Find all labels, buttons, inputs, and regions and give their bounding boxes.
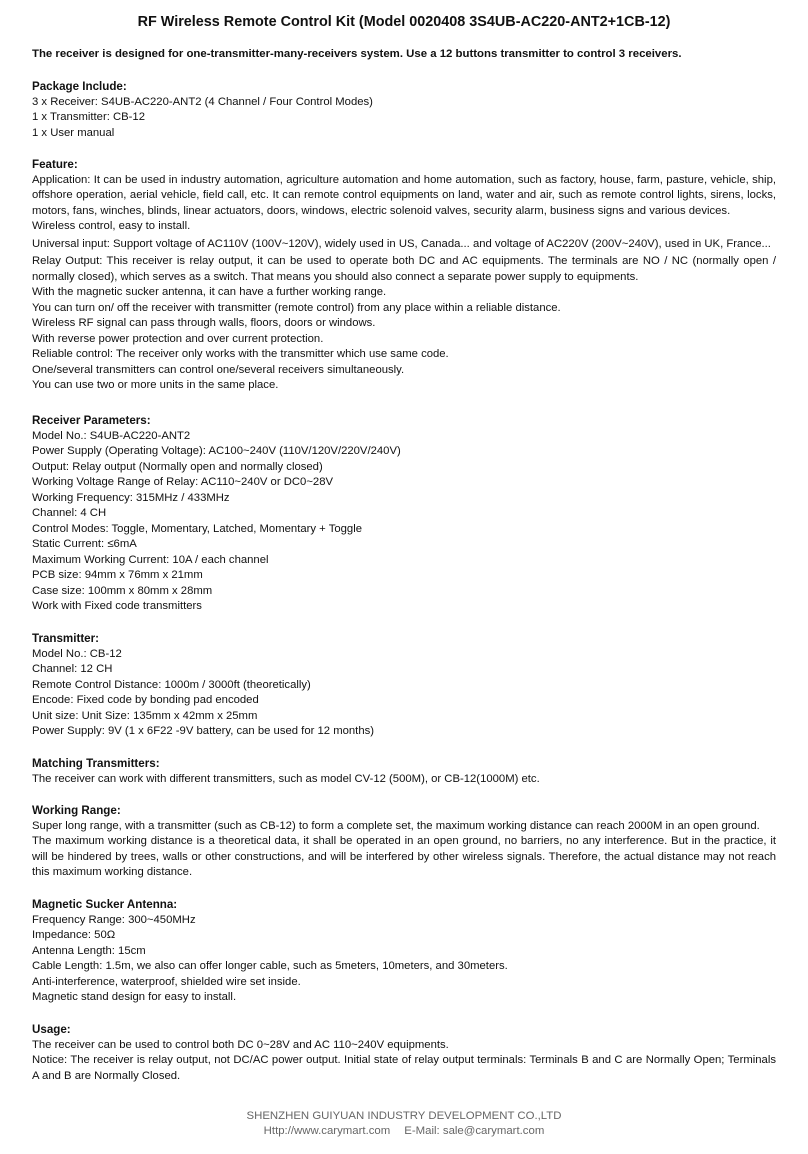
- feature-item: You can use two or more units in the same place.: [32, 379, 279, 391]
- transmitter-param: Power Supply: 9V (1 x 6F22 -9V battery, can be used for 12 months): [32, 725, 375, 737]
- receiver-param: Static Current: ≤6mA: [32, 538, 137, 550]
- usage-text: The receiver can be used to control both DC 0~28V and AC 110~240V equipments.: [32, 1038, 449, 1051]
- antenna-param: Antenna Length: 15cm: [32, 944, 146, 957]
- feature-item: Reliable control: The receiver only works with the transmitter which use same code.: [32, 348, 449, 360]
- transmitter-param: Model No.: CB-12: [32, 647, 122, 660]
- receiver-section: [32, 413, 776, 615]
- usage-section: [32, 1022, 776, 1084]
- feature-item: With the magnetic sucker antenna, it can have a further working range.: [32, 286, 387, 298]
- section-heading: Package Include:: [32, 80, 127, 93]
- receiver-param: Working Voltage Range of Relay: AC110~240V or DC0~28V: [32, 476, 334, 488]
- page-footer: [0, 1109, 808, 1139]
- antenna-section: [32, 897, 776, 1006]
- website-link[interactable]: Http://www.carymart.com: [263, 1125, 391, 1137]
- section-heading: Transmitter:: [32, 632, 100, 645]
- feature-item: Wireless control, easy to install.: [32, 220, 191, 232]
- receiver-param: Output: Relay output (Normally open and normally closed): [32, 460, 323, 473]
- feature-relay: Relay Output: This receiver is relay output, it can be used to operate both DC and AC equipments. The terminals are NO / NC (normally open / normally closed), which serves as a switch. That means you should also connect a separate power supply to equipments.: [32, 255, 776, 283]
- section-heading: Magnetic Sucker Antenna:: [32, 898, 178, 911]
- receiver-param: PCB size: 94mm x 76mm x 21mm: [32, 569, 203, 581]
- transmitter-param: Encode: Fixed code by bonding pad encoded: [32, 694, 259, 706]
- transmitter-param: Channel: 12 CH: [32, 663, 113, 675]
- feature-item: Universal input: Support voltage of AC110V (100V~120V), widely used in US, Canada... and voltage of AC220V (200V~240V), used in UK, France...: [32, 237, 771, 250]
- antenna-param: Magnetic stand design for easy to install.: [32, 991, 237, 1003]
- section-heading: Working Range:: [32, 804, 121, 817]
- feature-item: One/several transmitters can control one/several receivers simultaneously.: [32, 363, 405, 376]
- feature-item: With reverse power protection and over current protection.: [32, 332, 324, 345]
- transmitter-param: Remote Control Distance: 1000m / 3000ft (theoretically): [32, 678, 311, 691]
- receiver-param: Case size: 100mm x 80mm x 28mm: [32, 584, 213, 597]
- range-text: Super long range, with a transmitter (such as CB-12) to form a complete set, the maximum working distance can reach 2000M in an open ground.: [32, 819, 760, 832]
- section-heading: Feature:: [32, 158, 78, 171]
- receiver-param: Work with Fixed code transmitters: [32, 600, 202, 612]
- receiver-param: Channel: 4 CH: [32, 507, 107, 519]
- antenna-param: Impedance: 50Ω: [32, 929, 116, 941]
- document-title: RF Wireless Remote Control Kit (Model 0020408 3S4UB-AC220-ANT2+1CB-12): [137, 14, 671, 30]
- range-paragraph: The maximum working distance is a theoretical data, it shall be operated in an open ground, no barriers, no any interference. But in the practice, it will be hindered by trees, walls or other constructions, and will be interfered by other wireless signals. Therefore, the actual distance may not reach this maximum working distance.: [32, 835, 776, 878]
- contact-line: [0, 1124, 808, 1139]
- receiver-param: Power Supply (Operating Voltage): AC100~240V (110V/120V/220V/240V): [32, 445, 401, 457]
- matching-text: The receiver can work with different transmitters, such as model CV-12 (500M), or CB-12(1000M) etc.: [32, 772, 540, 785]
- company-name: SHENZHEN GUIYUAN INDUSTRY DEVELOPMENT CO.,LTD: [246, 1110, 562, 1122]
- receiver-param: Working Frequency: 315MHz / 433MHz: [32, 491, 230, 504]
- matching-section: [32, 756, 776, 787]
- section-heading: Usage:: [32, 1023, 71, 1036]
- package-section: [32, 79, 776, 141]
- transmitter-param: Unit size: Unit Size: 135mm x 42mm x 25mm: [32, 709, 258, 722]
- antenna-param: Frequency Range: 300~450MHz: [32, 913, 196, 926]
- package-item: 1 x Transmitter: CB-12: [32, 111, 146, 123]
- feature-item: Wireless RF signal can pass through walls, floors, doors or windows.: [32, 317, 376, 329]
- email-link[interactable]: E-Mail: sale@carymart.com: [404, 1125, 545, 1137]
- feature-application: Application: It can be used in industry automation, agriculture automation and home automation, such as factory, house, farm, pasture, vehicle, ship, offshore operation, aerial vehicle, field call, etc. It can remote control equipments on land, water and air, such as remote control lights, sirens, locks, motors, fans, winches, blinds, linear actuators, doors, windows, electric solenoid valves, security alarm, business signs and various devices.: [32, 173, 776, 217]
- package-item: 1 x User manual: [32, 126, 115, 139]
- receiver-param: Control Modes: Toggle, Momentary, Latched, Momentary + Toggle: [32, 522, 362, 535]
- feature-section: [32, 157, 776, 394]
- feature-item: You can turn on/ off the receiver with transmitter (remote control) from any place within a reliable distance.: [32, 301, 561, 314]
- receiver-param: Model No.: S4UB-AC220-ANT2: [32, 429, 191, 442]
- usage-notice: Notice: The receiver is relay output, not DC/AC power output. Initial state of relay output terminals: Terminals B and C are Normally Open; Terminals A and B are Normally Closed.: [32, 1054, 776, 1082]
- section-heading: Receiver Parameters:: [32, 414, 151, 427]
- antenna-param: Anti-interference, waterproof, shielded wire set inside.: [32, 975, 301, 988]
- section-heading: Matching Transmitters:: [32, 757, 160, 770]
- transmitter-section: [32, 631, 776, 740]
- receiver-param: Maximum Working Current: 10A / each channel: [32, 553, 269, 566]
- package-item: 3 x Receiver: S4UB-AC220-ANT2 (4 Channel / Four Control Modes): [32, 95, 373, 108]
- range-section: [32, 803, 776, 881]
- antenna-param: Cable Length: 1.5m, we also can offer longer cable, such as 5meters, 10meters, and 30meters.: [32, 960, 508, 972]
- intro-text: The receiver is designed for one-transmitter-many-receivers system. Use a 12 buttons transmitter to control 3 receivers.: [32, 48, 682, 60]
